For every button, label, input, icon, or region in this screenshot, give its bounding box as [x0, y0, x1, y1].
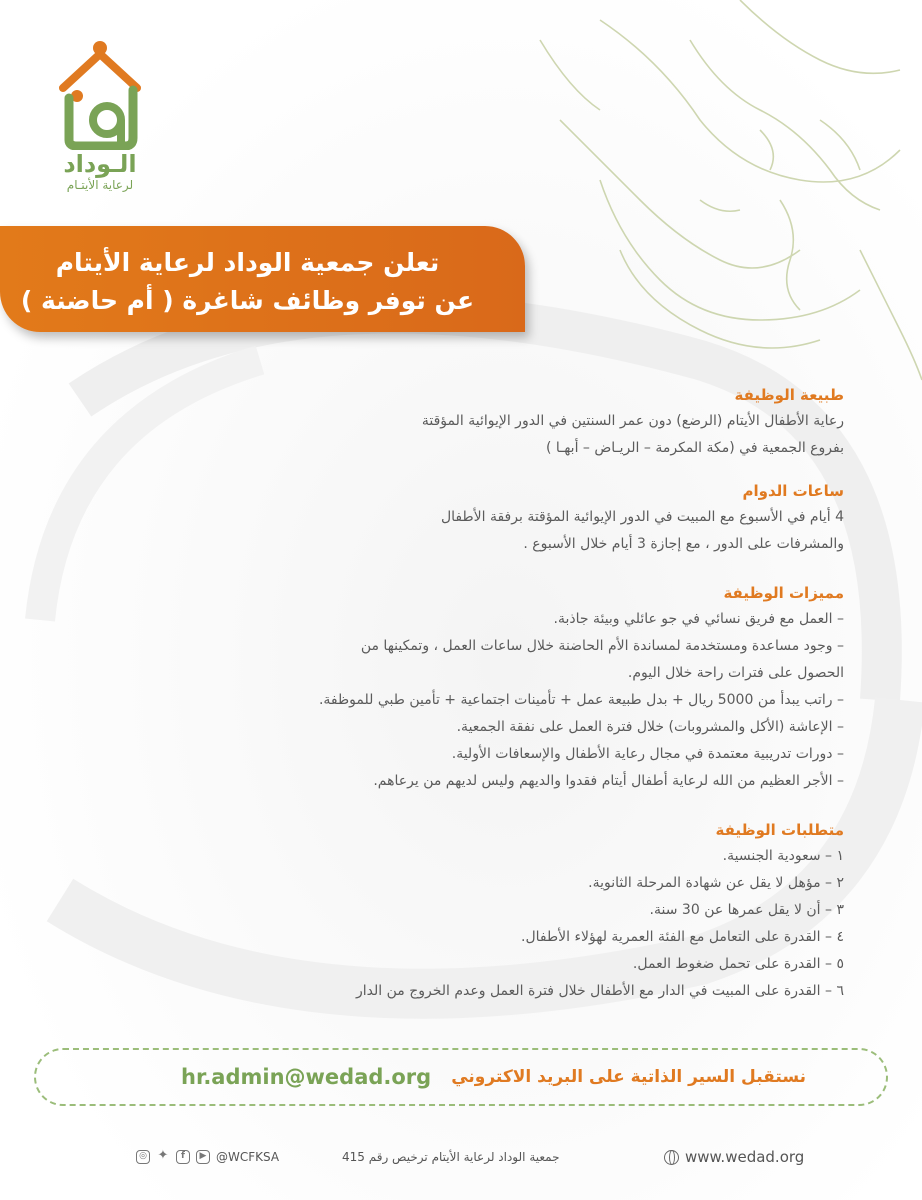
- section-benefits: [124, 580, 844, 795]
- banner-line-2: عن توفر وظائف شاغرة ( أم حاضنة ): [20, 286, 475, 315]
- section-line: ٢ – مؤهل لا يقل عن شهادة المرحلة الثانوية.: [588, 875, 844, 891]
- footer: [0, 1140, 922, 1180]
- banner-line-1: تعلن جمعية الوداد لرعاية الأيتام: [55, 248, 440, 277]
- section-line: – العمل مع فريق نسائي في جو عائلي وبيئة جاذبة.: [553, 611, 844, 627]
- globe-icon: [664, 1150, 679, 1165]
- section-title: مميزات الوظيفة: [723, 584, 844, 602]
- job-details: [124, 382, 844, 1021]
- section-line: – وجود مساعدة ومستخدمة لمساندة الأم الحاضنة خلال ساعات العمل ، وتمكينها من: [360, 638, 844, 654]
- section-line: – دورات تدريبية معتمدة في مجال رعاية الأطفال والإسعافات الأولية.: [451, 746, 844, 762]
- section-work-hours: [124, 478, 844, 558]
- announcement-banner: [0, 226, 525, 332]
- instagram-icon[interactable]: ◎: [136, 1150, 150, 1164]
- website: [664, 1148, 804, 1166]
- email-label: نستقبل السير الذاتية على البريد الاكتروني: [451, 1067, 806, 1087]
- youtube-icon[interactable]: ▶: [196, 1150, 210, 1164]
- section-line: – الأجر العظيم من الله لرعاية أطفال أيتام فقدوا والديهم وليس لديهم من يرعاهم.: [373, 773, 844, 789]
- section-title: طبيعة الوظيفة: [734, 386, 844, 404]
- facebook-icon[interactable]: f: [176, 1150, 190, 1164]
- section-line: – راتب يبدأ من 5000 ريال + بدل طبيعة عمل + تأمينات اجتماعية + تأمين طبي للموظفة.: [318, 692, 844, 708]
- email-link[interactable]: hr.admin@wedad.org: [181, 1065, 432, 1089]
- section-line: بفروع الجمعية في (مكة المكرمة – الريـاض – أبهـا ): [545, 440, 844, 456]
- section-line: ٤ – القدرة على التعامل مع الفئة العمرية لهؤلاء الأطفال.: [521, 929, 844, 945]
- section-line: ٦ – القدرة على المبيت في الدار مع الأطفال خلال فترة العمل وعدم الخروج من الدار: [356, 983, 844, 999]
- section-line: 4 أيام في الأسبوع مع المبيت في الدور الإيوائية المؤقتة برفقة الأطفال: [440, 509, 844, 525]
- logo-subtitle: لرعاية الأيتـام: [66, 178, 134, 192]
- section-line: رعاية الأطفال الأيتام (الرضع) دون عمر السنتين في الدور الإيوائية المؤقتة: [421, 413, 844, 429]
- section-job-nature: [124, 382, 844, 462]
- contact-box: [34, 1048, 888, 1106]
- section-line: ٥ – القدرة على تحمل ضغوط العمل.: [632, 956, 844, 972]
- section-title: متطلبات الوظيفة: [715, 821, 844, 839]
- section-title: ساعات الدوام: [742, 482, 844, 500]
- logo-name: الـوداد: [63, 150, 137, 178]
- section-line: والمشرفات على الدور ، مع إجازة 3 أيام خلال الأسبوع .: [523, 536, 844, 552]
- website-link[interactable]: www.wedad.org: [685, 1148, 805, 1166]
- wedad-logo: [40, 40, 160, 205]
- section-line: ١ – سعودية الجنسية.: [722, 848, 844, 864]
- section-line: ٣ – أن لا يقل عمرها عن 30 سنة.: [649, 902, 844, 918]
- section-line: – الإعاشة (الأكل والمشروبات) خلال فترة العمل على نفقة الجمعية.: [456, 719, 844, 735]
- social-handle[interactable]: @WCFKSA: [216, 1150, 280, 1164]
- house-family-icon: [55, 40, 145, 150]
- section-requirements: [124, 817, 844, 1005]
- twitter-icon[interactable]: ✦: [157, 1148, 169, 1163]
- social-handles: [136, 1150, 279, 1164]
- section-line: الحصول على فترات راحة خلال اليوم.: [627, 665, 844, 681]
- license-text: جمعية الوداد لرعاية الأيتام ترخيص رقم 415: [342, 1150, 560, 1164]
